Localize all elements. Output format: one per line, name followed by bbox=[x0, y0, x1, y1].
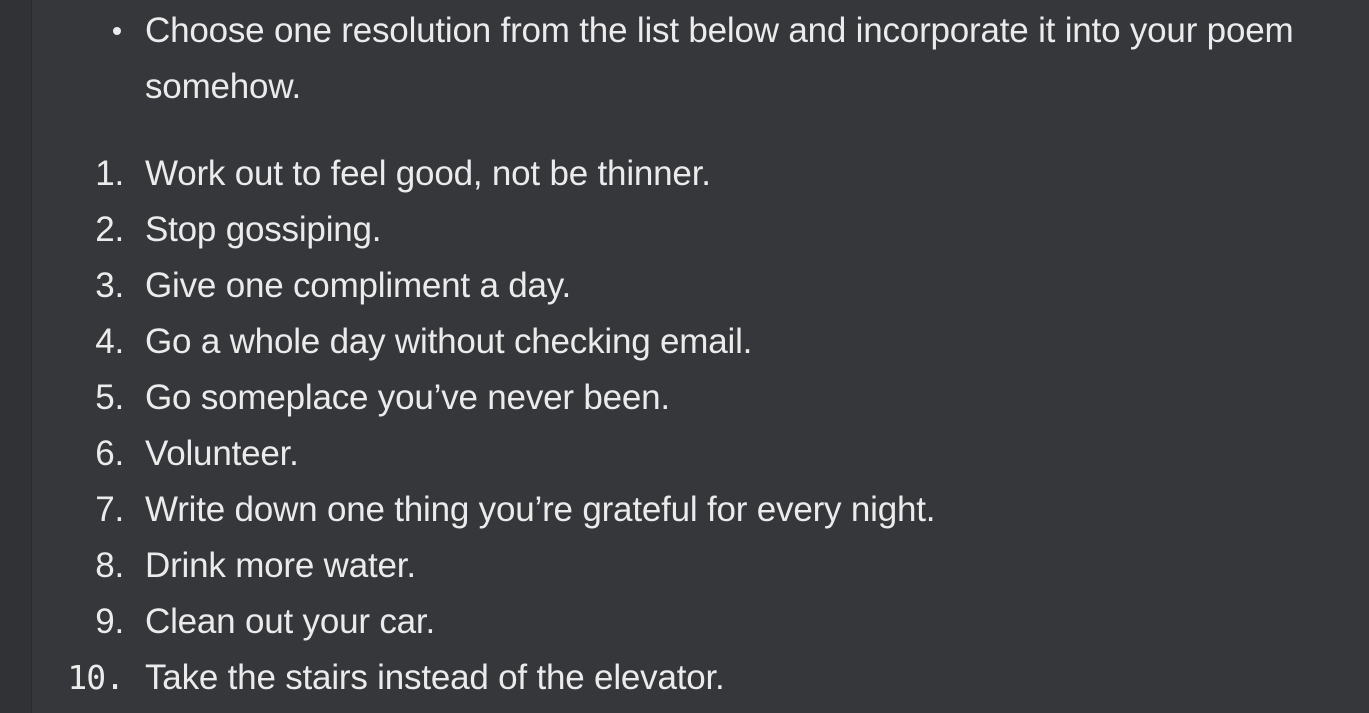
list-item bbox=[32, 370, 1332, 426]
list-item-text: Volunteer. bbox=[145, 434, 299, 473]
list-item-number: 6. bbox=[95, 434, 124, 473]
list-item-number: 8. bbox=[95, 546, 124, 585]
intro-bullet-item bbox=[32, 0, 1332, 120]
list-item-text: Clean out your car. bbox=[145, 602, 435, 641]
list-item bbox=[32, 650, 1332, 706]
list-item bbox=[32, 258, 1332, 314]
list-item bbox=[32, 202, 1332, 258]
list-item-number: 2. bbox=[95, 210, 124, 249]
message-content bbox=[32, 0, 1369, 713]
list-item-text: Give one compliment a day. bbox=[145, 266, 572, 305]
list-item-text: Go a whole day without checking email. bbox=[145, 322, 753, 361]
list-item-text: Take the stairs instead of the elevator. bbox=[145, 658, 725, 697]
list-item-number: 9. bbox=[95, 602, 124, 641]
list-item-text: Write down one thing you’re grateful for every night. bbox=[145, 490, 936, 529]
list-item-number: 5. bbox=[95, 378, 124, 417]
intro-bullet-text: Choose one resolution from the list below and incorporate it into your poem somehow. bbox=[145, 11, 1294, 106]
list-item-number: 10. bbox=[67, 658, 124, 697]
resolutions-list bbox=[32, 146, 1332, 706]
list-item bbox=[32, 482, 1332, 538]
list-item-number: 3. bbox=[95, 266, 124, 305]
list-item-text: Drink more water. bbox=[145, 546, 416, 585]
list-item-text: Work out to feel good, not be thinner. bbox=[145, 154, 711, 193]
list-item bbox=[32, 146, 1332, 202]
list-item-number: 4. bbox=[95, 322, 124, 361]
list-item bbox=[32, 538, 1332, 594]
list-item bbox=[32, 594, 1332, 650]
list-item-text: Stop gossiping. bbox=[145, 210, 382, 249]
list-item bbox=[32, 314, 1332, 370]
list-item-text: Go someplace you’ve never been. bbox=[145, 378, 670, 417]
bullet-icon bbox=[113, 27, 121, 35]
list-item bbox=[32, 426, 1332, 482]
list-item-number: 7. bbox=[95, 490, 124, 529]
list-item-number: 1. bbox=[95, 154, 124, 193]
left-gutter bbox=[0, 0, 31, 713]
